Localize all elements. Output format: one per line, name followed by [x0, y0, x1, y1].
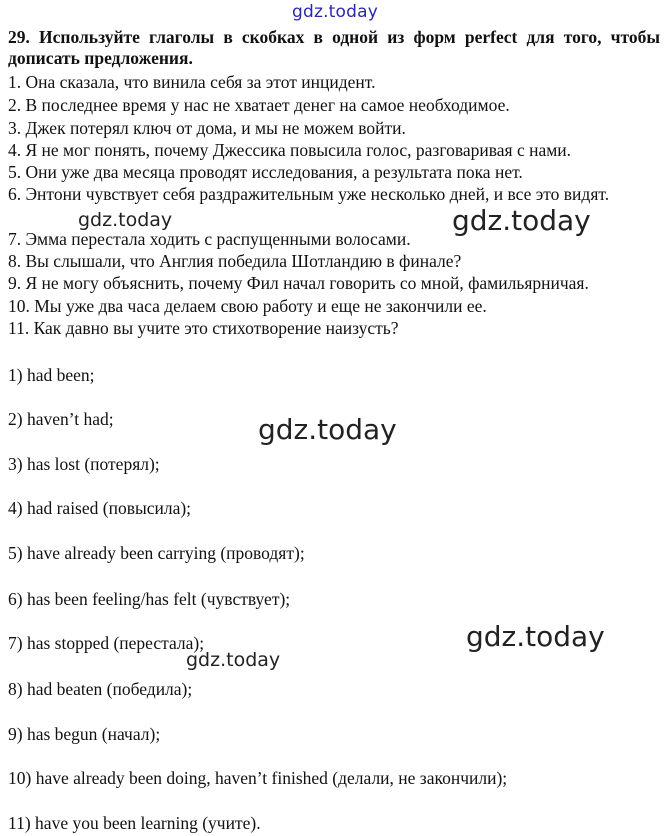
- answer-4: 4) had raised (повысила);: [8, 498, 192, 518]
- sentence-3: 3. Джек потерял ключ от дома, и мы не можем войти.: [8, 118, 406, 138]
- answer-8: 8) had beaten (победила);: [8, 679, 193, 699]
- sentence-8: 8. Вы слышали, что Англия победила Шотландию в финале?: [8, 251, 462, 271]
- sentence-4: 4. Я не мог понять, почему Джессика повысила голос, разговаривая с нами.: [8, 140, 572, 160]
- watermark-logo: gdz.today: [452, 204, 591, 237]
- answer-5: 5) have already been carrying (проводят);: [8, 543, 305, 563]
- answer-1: 1) had been;: [8, 365, 95, 385]
- watermark-logo: gdz.today: [258, 413, 397, 446]
- task-title: 29. Используйте глаголы в скобках в одной из форм perfect для того, чтобы дописать предложения.: [8, 27, 660, 68]
- sentence-6: 6. Энтони чувствует себя раздражительным уже несколько дней, и все это видят.: [8, 184, 610, 204]
- sentence-1: 1. Она сказала, что винила себя за этот инцидент.: [8, 72, 376, 92]
- answer-6: 6) has been feeling/has felt (чувствует);: [8, 589, 291, 609]
- answer-11: 11) have you been learning (учите).: [8, 813, 261, 833]
- sentence-10: 10. Мы уже два часа делаем свою работу и еще не закончили ее.: [8, 296, 487, 316]
- sentence-7: 7. Эмма перестала ходить с распущенными волосами.: [8, 229, 411, 249]
- sentence-11: 11. Как давно вы учите это стихотворение наизусть?: [8, 318, 399, 338]
- answer-9: 9) has begun (начал);: [8, 724, 161, 744]
- sentence-2: 2. В последнее время у нас не хватает денег на самое необходимое.: [8, 95, 510, 115]
- answer-10: 10) have already been doing, haven’t finished (делали, не закончили);: [8, 768, 508, 788]
- watermark-logo: gdz.today: [78, 209, 173, 231]
- site-header-watermark: gdz.today: [291, 2, 379, 22]
- sentence-5: 5. Они уже два месяца проводят исследования, а результата пока нет.: [8, 162, 523, 182]
- watermark-logo: gdz.today: [466, 620, 605, 653]
- sentence-9: 9. Я не могу объяснить, почему Фил начал говорить со мной, фамильярничая.: [8, 273, 589, 293]
- answer-2: 2) haven’t had;: [8, 409, 114, 429]
- watermark-logo: gdz.today: [186, 649, 281, 671]
- answer-7: 7) has stopped (перестала);: [8, 633, 205, 653]
- answer-3: 3) has lost (потерял);: [8, 454, 160, 474]
